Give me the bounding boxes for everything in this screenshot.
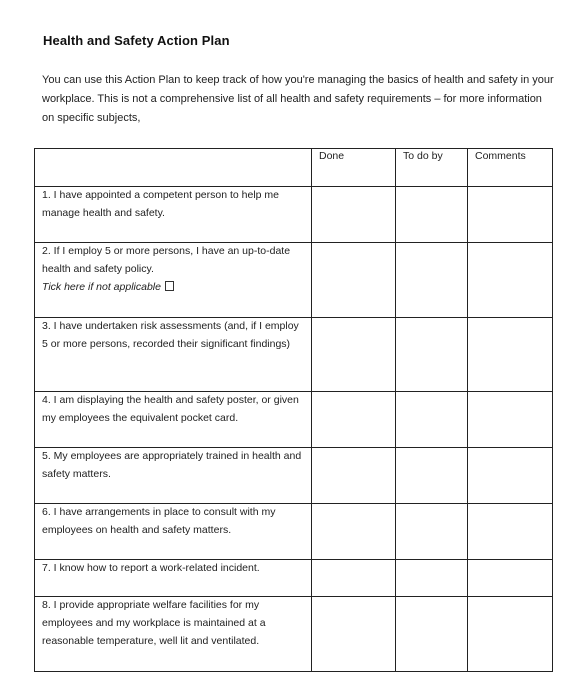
- table-header-row: [35, 149, 553, 187]
- header-to-do-by: To do by: [396, 149, 468, 187]
- to-do-by-cell[interactable]: [396, 597, 468, 672]
- to-do-by-cell[interactable]: [396, 392, 468, 448]
- header-item: [35, 149, 312, 187]
- comments-cell[interactable]: [468, 560, 553, 597]
- table-row: [35, 243, 553, 318]
- item-cell: 1. I have appointed a competent person to help me manage health and safety.: [35, 187, 312, 243]
- to-do-by-cell[interactable]: [396, 318, 468, 392]
- done-cell[interactable]: [312, 560, 396, 597]
- item-cell: 8. I provide appropriate welfare facilities for my employees and my workplace is maintained at a reasonable temperature, well lit and ventilated.: [35, 597, 312, 672]
- table-row: [35, 187, 553, 243]
- table-row: [35, 597, 553, 672]
- to-do-by-cell[interactable]: [396, 560, 468, 597]
- done-cell[interactable]: [312, 187, 396, 243]
- done-cell[interactable]: [312, 243, 396, 318]
- table-row: [35, 504, 553, 560]
- item-cell: 2. If I employ 5 or more persons, I have an up-to-date health and safety policy. Tick here if not applicable: [35, 243, 312, 318]
- to-do-by-cell[interactable]: [396, 187, 468, 243]
- comments-cell[interactable]: [468, 187, 553, 243]
- comments-cell[interactable]: [468, 243, 553, 318]
- to-do-by-cell[interactable]: [396, 243, 468, 318]
- document-title: Health and Safety Action Plan: [43, 33, 230, 48]
- to-do-by-cell[interactable]: [396, 504, 468, 560]
- checkbox-icon[interactable]: [165, 281, 174, 291]
- item-cell: 4. I am displaying the health and safety poster, or given my employees the equivalent pocket card.: [35, 392, 312, 448]
- not-applicable-note: Tick here if not applicable: [35, 278, 311, 296]
- item-cell: 6. I have arrangements in place to consult with my employees on health and safety matters.: [35, 504, 312, 560]
- item-cell: 7. I know how to report a work-related incident.: [35, 560, 312, 597]
- comments-cell[interactable]: [468, 318, 553, 392]
- done-cell[interactable]: [312, 392, 396, 448]
- table-row: [35, 318, 553, 392]
- item-cell: 3. I have undertaken risk assessments (and, if I employ 5 or more persons, recorded their significant findings): [35, 318, 312, 392]
- comments-cell[interactable]: [468, 448, 553, 504]
- item-cell: 5. My employees are appropriately trained in health and safety matters.: [35, 448, 312, 504]
- done-cell[interactable]: [312, 448, 396, 504]
- done-cell[interactable]: [312, 318, 396, 392]
- table-row: [35, 560, 553, 597]
- to-do-by-cell[interactable]: [396, 448, 468, 504]
- comments-cell[interactable]: [468, 392, 553, 448]
- comments-cell[interactable]: [468, 504, 553, 560]
- intro-paragraph: You can use this Action Plan to keep track of how you're managing the basics of health and safety in your workplace. This is not a comprehensive list of all health and safety requirements – for more information on specific subjects,: [42, 74, 554, 124]
- header-done: Done: [312, 149, 396, 187]
- done-cell[interactable]: [312, 597, 396, 672]
- comments-cell[interactable]: [468, 597, 553, 672]
- action-plan-table: [34, 148, 553, 672]
- header-comments: Comments: [468, 149, 553, 187]
- done-cell[interactable]: [312, 504, 396, 560]
- table-row: [35, 392, 553, 448]
- table-row: [35, 448, 553, 504]
